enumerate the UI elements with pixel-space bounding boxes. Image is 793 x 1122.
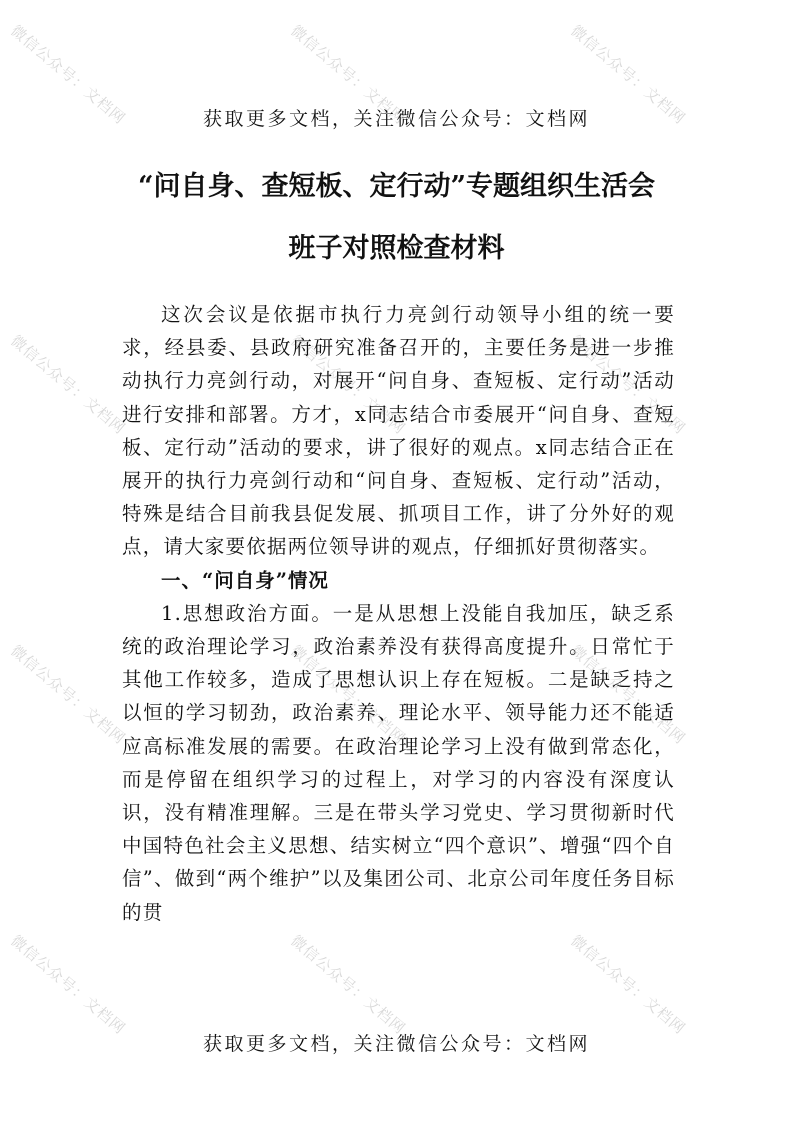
document-body	[122, 298, 675, 929]
watermark: 微信公众号：文档网	[287, 641, 410, 748]
watermark: 微信公众号：文档网	[287, 21, 410, 128]
page-footer: 获取更多文档，关注微信公众号：文档网	[202, 1033, 590, 1055]
document-title-line-1: “问自身、查短板、定行动”专题组织生活会	[137, 171, 656, 202]
section-heading: 一、“问自身”情况	[161, 568, 329, 592]
watermark: 微信公众号：文档网	[7, 641, 130, 748]
watermark: 微信公众号：文档网	[567, 931, 690, 1038]
watermark: 微信公众号：文档网	[7, 331, 130, 438]
watermark: 微信公众号：文档网	[7, 931, 130, 1038]
watermark: 微信公众号：文档网	[567, 331, 690, 438]
watermark: 微信公众号：文档网	[287, 931, 410, 1038]
document-title-line-2: 班子对照检查材料	[288, 233, 505, 264]
page-header: 获取更多文档，关注微信公众号：文档网	[202, 108, 590, 130]
watermark: 微信公众号：文档网	[7, 21, 130, 128]
section-paragraph: 1.思想政治方面。一是从思想上没能自我加压，缺乏系统的政治理论学习，政治素养没有获得高度提升。日常忙于其他工作较多，造成了思想认识上存在短板。二是缺乏持之以恒的学习韧劲，政治素养、理论水平、领导能力还不能适应高标准发展的需要。在政治理论学习上没有做到常态化，而是停留在组织学习的过程上，对学习的内容没有深度认识，没有精准理解。三是在带头学习党史、学习贯彻新时代中国特色社会主义思想、结实树立“四个意识”、增强“四个自信”、做到“两个维护”以及集团公司、北京公司年度任务目标的贯	[122, 601, 675, 924]
intro-paragraph: 这次会议是依据市执行力亮剑行动领导小组的统一要求，经县委、县政府研究准备召开的，主要任务是进一步推动执行力亮剑行动，对展开“问自身、查短板、定行动”活动进行安排和部署。方才，x同志结合市委展开“问自身、查短板、定行动”活动的要求，讲了很好的观点。x同志结合正在展开的执行力亮剑行动和“问自身、查短板、定行动”活动，特殊是结合目前我县促发展、抓项目工作，讲了分外好的观点，请大家要依据两位领导讲的观点，仔细抓好贯彻落实。	[122, 303, 675, 559]
watermark: 微信公众号：文档网	[567, 21, 690, 128]
watermark: 微信公众号：文档网	[567, 641, 690, 748]
watermark: 微信公众号：文档网	[287, 331, 410, 438]
